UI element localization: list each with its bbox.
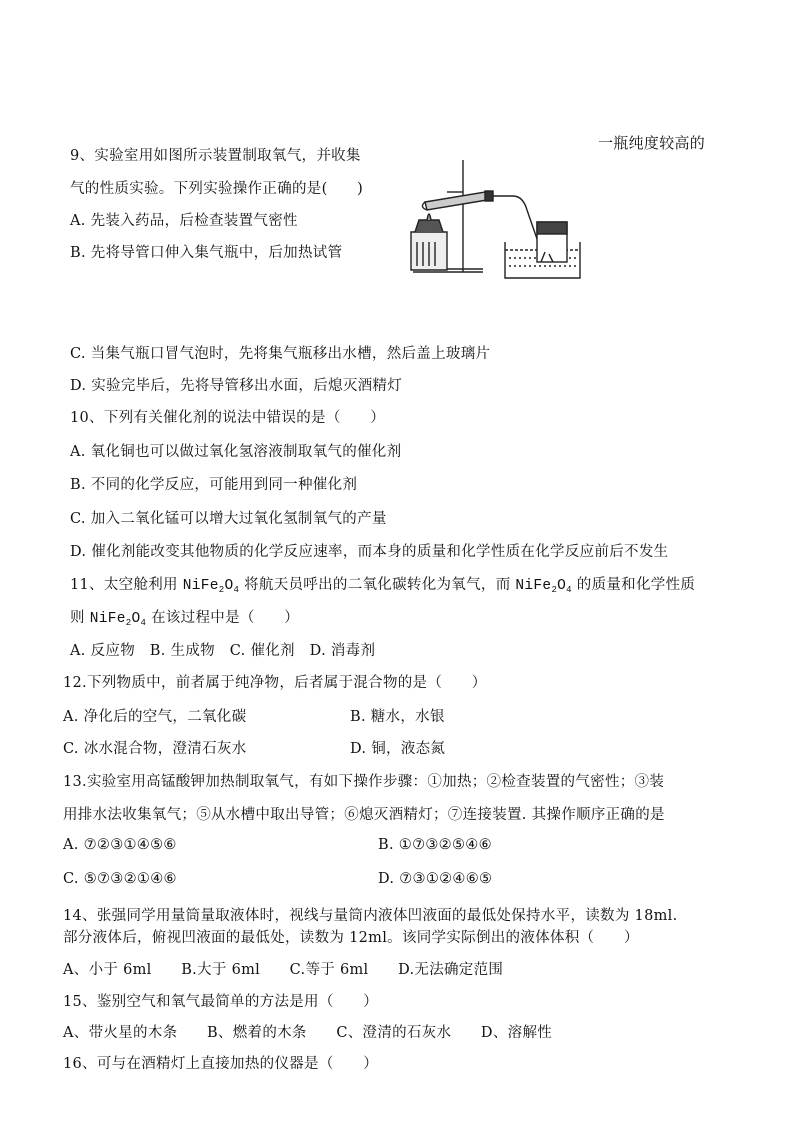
q13-stem-line2: 用排水法收集氧气；⑤从水槽中取出导管；⑥熄灭酒精灯；⑦连接装置. 其操作顺序正确的是 <box>63 807 665 823</box>
q9-option-a: A. 先装入药品，后检查装置气密性 <box>70 213 298 229</box>
q12-stem: 12.下列物质中，前者属于纯净物，后者属于混合物的是（ ） <box>63 675 487 691</box>
q10-option-a: A. 氧化铜也可以做过氧化氢溶液制取氧气的催化剂 <box>70 444 402 460</box>
q11-text-3: 的质量和化学性质 <box>571 577 696 593</box>
q13-option-a: A. ⑦②③①④⑤⑥ <box>63 837 177 853</box>
q11-formula-1: $NiFe_2O_4$ <box>182 578 240 595</box>
q15-options: A、带火星的木条 B、燃着的木条 C、澄清的石灰水 D、溶解性 <box>63 1025 553 1041</box>
margin-note: 一瓶纯度较高的 <box>598 134 706 152</box>
q13-option-b: B. ①⑦③②⑤④⑥ <box>378 837 492 853</box>
q13-option-c: C. ⑤⑦③②①④⑥ <box>63 871 177 887</box>
q11-options: A. 反应物 B. 生成物 C. 催化剂 D. 消毒剂 <box>70 643 376 659</box>
q13-option-d: D. ⑦③①②④⑥⑤ <box>378 871 493 887</box>
q11-text-2: 将航天员呼出的二氧化碳转化为氧气，而 <box>239 577 516 593</box>
oxygen-apparatus-diagram <box>405 150 585 280</box>
q11-text-4: 则 <box>70 610 90 626</box>
q10-option-c: C. 加入二氧化锰可以增大过氧化氢制氧气的产量 <box>70 511 387 527</box>
q14-options: A、小于 6ml B.大于 6ml C.等于 6ml D.无法确定范围 <box>63 962 504 978</box>
q11-stem-line2 <box>70 606 299 628</box>
q11-text-1: 11、太空舱利用 <box>70 577 183 593</box>
q9-option-d: D. 实验完毕后，先将导管移出水面，后熄灭酒精灯 <box>70 378 403 394</box>
q11-formula-2: $NiFe_2O_4$ <box>515 578 572 595</box>
q13-stem-line1: 13.实验室用高锰酸钾加热制取氧气，有如下操作步骤：①加热；②检查装置的气密性；③装 <box>63 774 665 790</box>
q12-option-d: D. 铜，液态氮 <box>350 741 446 757</box>
q10-stem: 10、下列有关催化剂的说法中错误的是（ ） <box>70 410 386 426</box>
q11-text-5: 在该过程中是（ ） <box>146 610 300 626</box>
q9-stem-line1: 9、实验室用如图所示装置制取氧气，并收集 <box>70 148 361 164</box>
q9-stem-line2: 气的性质实验。下列实验操作正确的是( ) <box>70 181 364 197</box>
q15-stem: 15、鉴别空气和氧气最简单的方法是用（ ） <box>63 994 379 1010</box>
q14-stem-line2: 部分液体后，俯视凹液面的最低处，读数为 12ml。该同学实际倒出的液体体积（ ） <box>63 930 639 946</box>
q11-formula-3: $NiFe_2O_4$ <box>89 611 147 628</box>
q12-option-a: A. 净化后的空气，二氧化碳 <box>63 709 247 725</box>
q12-option-c: C. 冰水混合物，澄清石灰水 <box>63 741 247 757</box>
q9-option-c: C. 当集气瓶口冒气泡时，先将集气瓶移出水槽，然后盖上玻璃片 <box>70 346 491 362</box>
q12-option-b: B. 糖水，水银 <box>350 709 445 725</box>
q10-option-b: B. 不同的化学反应，可能用到同一种催化剂 <box>70 477 358 493</box>
q16-stem: 16、可与在酒精灯上直接加热的仪器是（ ） <box>63 1056 379 1072</box>
q10-option-d: D. 催化剂能改变其他物质的化学反应速率，而本身的质量和化学性质在化学反应前后不发生 <box>70 544 669 560</box>
q9-option-b: B. 先将导管口伸入集气瓶中，后加热试管 <box>70 245 343 261</box>
q11-stem-line1 <box>70 573 730 595</box>
q14-stem-line1: 14、张强同学用量筒量取液体时，视线与量筒内液体凹液面的最低处保持水平，读数为 18ml. <box>63 908 678 924</box>
